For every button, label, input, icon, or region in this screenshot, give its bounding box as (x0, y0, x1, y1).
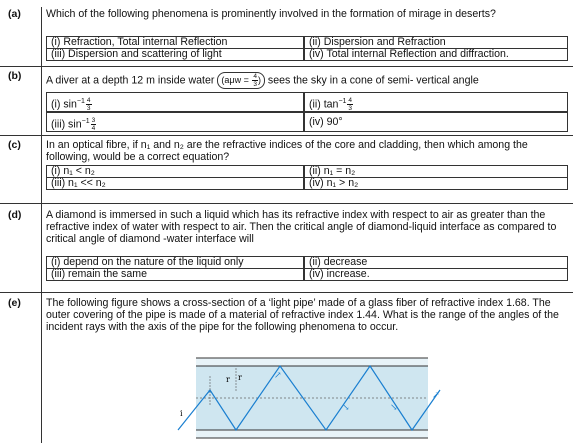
option-b-iii[interactable] (46, 112, 304, 132)
option-c-iii[interactable]: (iii) n₁ << n₂ (46, 177, 304, 190)
question-label-a: (a) (8, 8, 21, 20)
option-b-i[interactable] (46, 92, 304, 112)
option-a-iii[interactable]: (iii) Dispersion and scattering of light (46, 48, 304, 61)
angle-label-r2: r (238, 373, 242, 382)
option-b-iii-sup: −1 (81, 118, 90, 125)
option-a-ii[interactable]: (ii) Dispersion and Refraction (304, 36, 568, 49)
column-divider (41, 7, 42, 443)
option-d-iii[interactable]: (iii) remain the same (46, 268, 304, 281)
pipe-cladding-bottom (196, 430, 428, 438)
question-text-d: A diamond is immersed in such a liquid which has its refractive index with respect to air as greater than the refractive index of water with respect to air. Then the critical angle of diamond-liquid interface as compared to critical angle of diamond -water interface will (46, 209, 557, 245)
arrow-icon: ↘ (342, 403, 350, 413)
question-b-text-before: A diver at a depth 12 m inside water (46, 74, 215, 87)
option-b-iii-den: 4 (91, 125, 96, 132)
option-b-i-sup: −1 (76, 98, 85, 105)
option-d-ii[interactable]: (ii) decrease (304, 256, 568, 269)
separator (0, 292, 573, 293)
option-b-ii[interactable] (304, 92, 568, 112)
option-b-ii-den: 3 (348, 105, 353, 112)
option-c-ii[interactable]: (ii) n₁ = n₂ (304, 165, 568, 178)
option-b-ii-func: (ii) tan (309, 98, 339, 111)
question-label-c: (c) (8, 139, 21, 151)
option-b-ii-sup: −1 (338, 98, 347, 105)
separator (0, 203, 573, 204)
option-b-iii-num: 3 (91, 117, 96, 125)
mu-denominator: 3 (253, 81, 257, 88)
mu-numerator: 4 (253, 73, 257, 80)
separator (0, 135, 573, 136)
mu-expression: (aμw = $\frac{4}{3}$ ) (217, 72, 265, 89)
option-a-i[interactable]: (i) Refraction, Total internal Reflection (46, 36, 304, 49)
question-text-b (46, 72, 566, 89)
question-text-c: In an optical fibre, if n₁ and n₂ are the refractive indices of the core and cladding, then which among the following, would be a correct equation? (46, 139, 528, 163)
option-b-iii-func: (iii) sin (51, 118, 82, 131)
option-b-i-den: 3 (86, 105, 91, 112)
option-b-ii-num: 4 (348, 97, 353, 105)
question-label-e: (e) (8, 297, 21, 309)
angle-label-r: r (226, 375, 230, 384)
arrow-icon: ↗ (432, 391, 440, 401)
option-b-iv-text: (iv) 90° (309, 116, 343, 128)
question-label-b: (b) (8, 70, 22, 82)
arrow-icon: ↘ (390, 403, 398, 413)
arrow-icon: ↗ (204, 389, 212, 399)
mu-symbol: aμw = (224, 74, 252, 85)
angle-label-i: i (180, 409, 183, 418)
option-a-iv[interactable]: (iv) Total internal Reflection and diffraction. (304, 48, 568, 61)
option-b-i-num: 4 (86, 97, 91, 105)
question-label-d: (d) (8, 209, 22, 221)
light-pipe-figure (160, 356, 460, 442)
arrow-icon: ↗ (274, 371, 282, 381)
option-b-i-func: (i) sin (51, 98, 77, 111)
option-b-iv[interactable] (304, 112, 568, 132)
separator (0, 66, 573, 67)
option-c-iv[interactable]: (iv) n₁ > n₂ (304, 177, 568, 190)
option-d-i[interactable]: (i) depend on the nature of the liquid only (46, 256, 304, 269)
question-b-text-after: sees the sky in a cone of semi- vertical angle (267, 74, 479, 87)
question-text-e: The following figure shows a cross-section of a ‘light pipe’ made of a glass fiber of refractive index 1.68. The outer covering of the pipe is made of a material of refractive index 1.44. What is the range of the angles of the incident rays with the axis of the pipe for the following phenomena to occur. (46, 297, 559, 333)
question-text-a: Which of the following phenomena is prominently involved in the formation of mirage in deserts? (46, 8, 496, 20)
pipe-cladding-top (196, 358, 428, 366)
option-c-i[interactable]: (i) n₁ < n₂ (46, 165, 304, 178)
option-d-iv[interactable]: (iv) increase. (304, 268, 568, 281)
